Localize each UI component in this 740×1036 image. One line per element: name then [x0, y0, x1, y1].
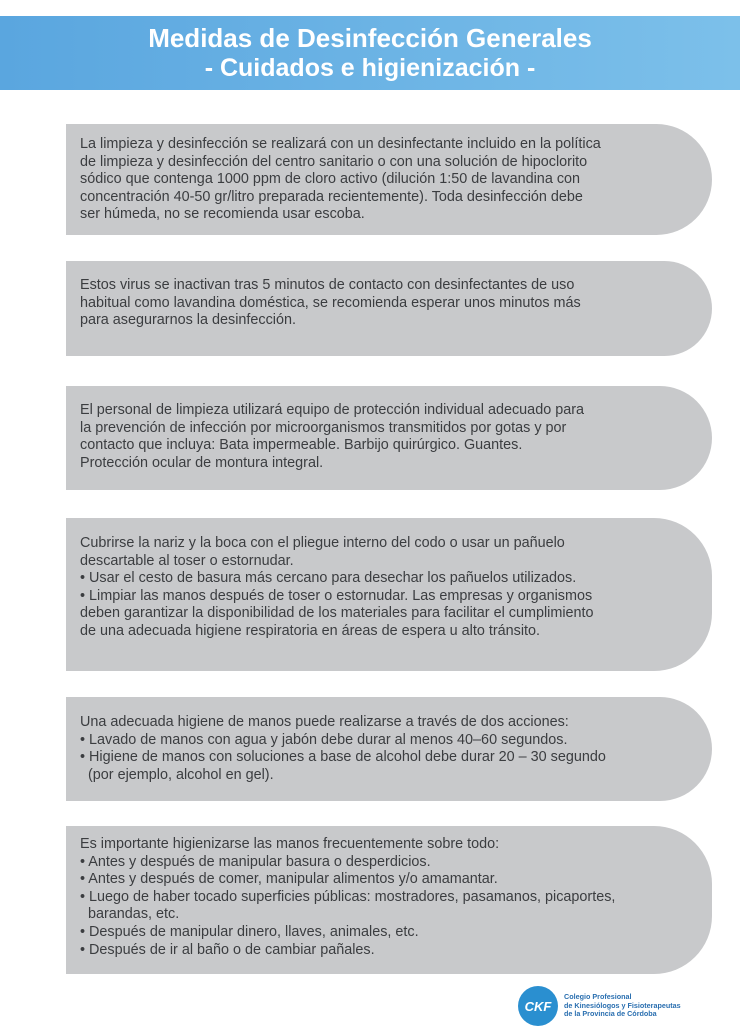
- card-line: (por ejemplo, alcohol en gel).: [88, 766, 274, 783]
- organization-name: [564, 993, 681, 1018]
- card-line: descartable al toser o estornudar.: [80, 552, 294, 569]
- list-item: • Lavado de manos con agua y jabón debe durar al menos 40–60 segundos.: [80, 731, 568, 748]
- card-line: habitual como lavandina doméstica, se recomienda esperar unos minutos más: [80, 294, 581, 311]
- card-line: Protección ocular de montura integral.: [80, 454, 324, 471]
- info-card-when-to-wash: [66, 826, 712, 974]
- card-line: Cubrirse la nariz y la boca con el pliegue interno del codo o usar un pañuelo: [80, 535, 565, 551]
- card-line: La limpieza y desinfección se realizará con un desinfectante incluido en la política: [80, 136, 601, 152]
- card-line: de una adecuada higiene respiratoria en áreas de espera u alto tránsito.: [80, 622, 541, 639]
- card-line: El personal de limpieza utilizará equipo de protección individual adecuado para: [80, 402, 584, 418]
- card-line: ser húmeda, no se recomienda usar escoba.: [80, 206, 365, 223]
- page-header: [0, 16, 740, 90]
- list-item: • Limpiar las manos después de toser o estornudar. Las empresas y organismos: [80, 587, 593, 604]
- card-line: de limpieza y desinfección del centro sanitario o con una solución de hipoclorito: [80, 153, 588, 170]
- logo-text: CKF: [524, 998, 552, 1014]
- list-item: • Luego de haber tocado superficies públicas: mostradores, pasamanos, picaportes,: [80, 888, 616, 905]
- org-line: Colegio Profesional: [564, 992, 632, 1002]
- page-subtitle: - Cuidados e higienización -: [204, 54, 536, 82]
- card-line: para asegurarnos la desinfección.: [80, 312, 296, 329]
- list-item: • Después de manipular dinero, llaves, animales, etc.: [80, 923, 419, 940]
- footer-logo: [518, 984, 728, 1028]
- card-line: contacto que incluya: Bata impermeable. Barbijo quirúrgico. Guantes.: [80, 437, 523, 454]
- card-line: sódico que contenga 1000 ppm de cloro activo (dilución 1:50 de lavandina con: [80, 171, 581, 188]
- page-title: Medidas de Desinfección Generales: [148, 23, 592, 53]
- card-line: Una adecuada higiene de manos puede realizarse a través de dos acciones:: [80, 714, 569, 730]
- list-item: • Usar el cesto de basura más cercano para desechar los pañuelos utilizados.: [80, 570, 577, 587]
- org-line: de Kinesiólogos y Fisioterapeutas: [564, 1000, 681, 1010]
- info-card-protective-equipment: [66, 386, 712, 490]
- info-card-virus-inactivation: [66, 261, 712, 356]
- list-item: • Después de ir al baño o de cambiar pañales.: [80, 941, 375, 958]
- ckf-logo-icon: [518, 986, 558, 1026]
- info-card-cleaning: [66, 124, 712, 235]
- info-card-hand-hygiene: [66, 697, 712, 801]
- info-card-respiratory-hygiene: [66, 518, 712, 671]
- list-item: • Antes y después de comer, manipular alimentos y/o amamantar.: [80, 871, 498, 888]
- org-line: de la Provincia de Córdoba: [564, 1009, 657, 1019]
- list-item: • Higiene de manos con soluciones a base de alcohol debe durar 20 – 30 segundo: [80, 749, 606, 766]
- list-item: • Antes y después de manipular basura o desperdicios.: [80, 853, 431, 870]
- card-line: deben garantizar la disponibilidad de los materiales para facilitar el cumplimiento: [80, 605, 594, 622]
- card-line: Es importante higienizarse las manos frecuentemente sobre todo:: [80, 836, 500, 852]
- card-line: barandas, etc.: [88, 906, 180, 923]
- card-line: concentración 40-50 gr/litro preparada recientemente). Toda desinfección debe: [80, 188, 583, 205]
- card-line: Estos virus se inactivan tras 5 minutos de contacto con desinfectantes de uso: [80, 277, 575, 293]
- card-line: la prevención de infección por microorganismos transmitidos por gotas y por: [80, 419, 567, 436]
